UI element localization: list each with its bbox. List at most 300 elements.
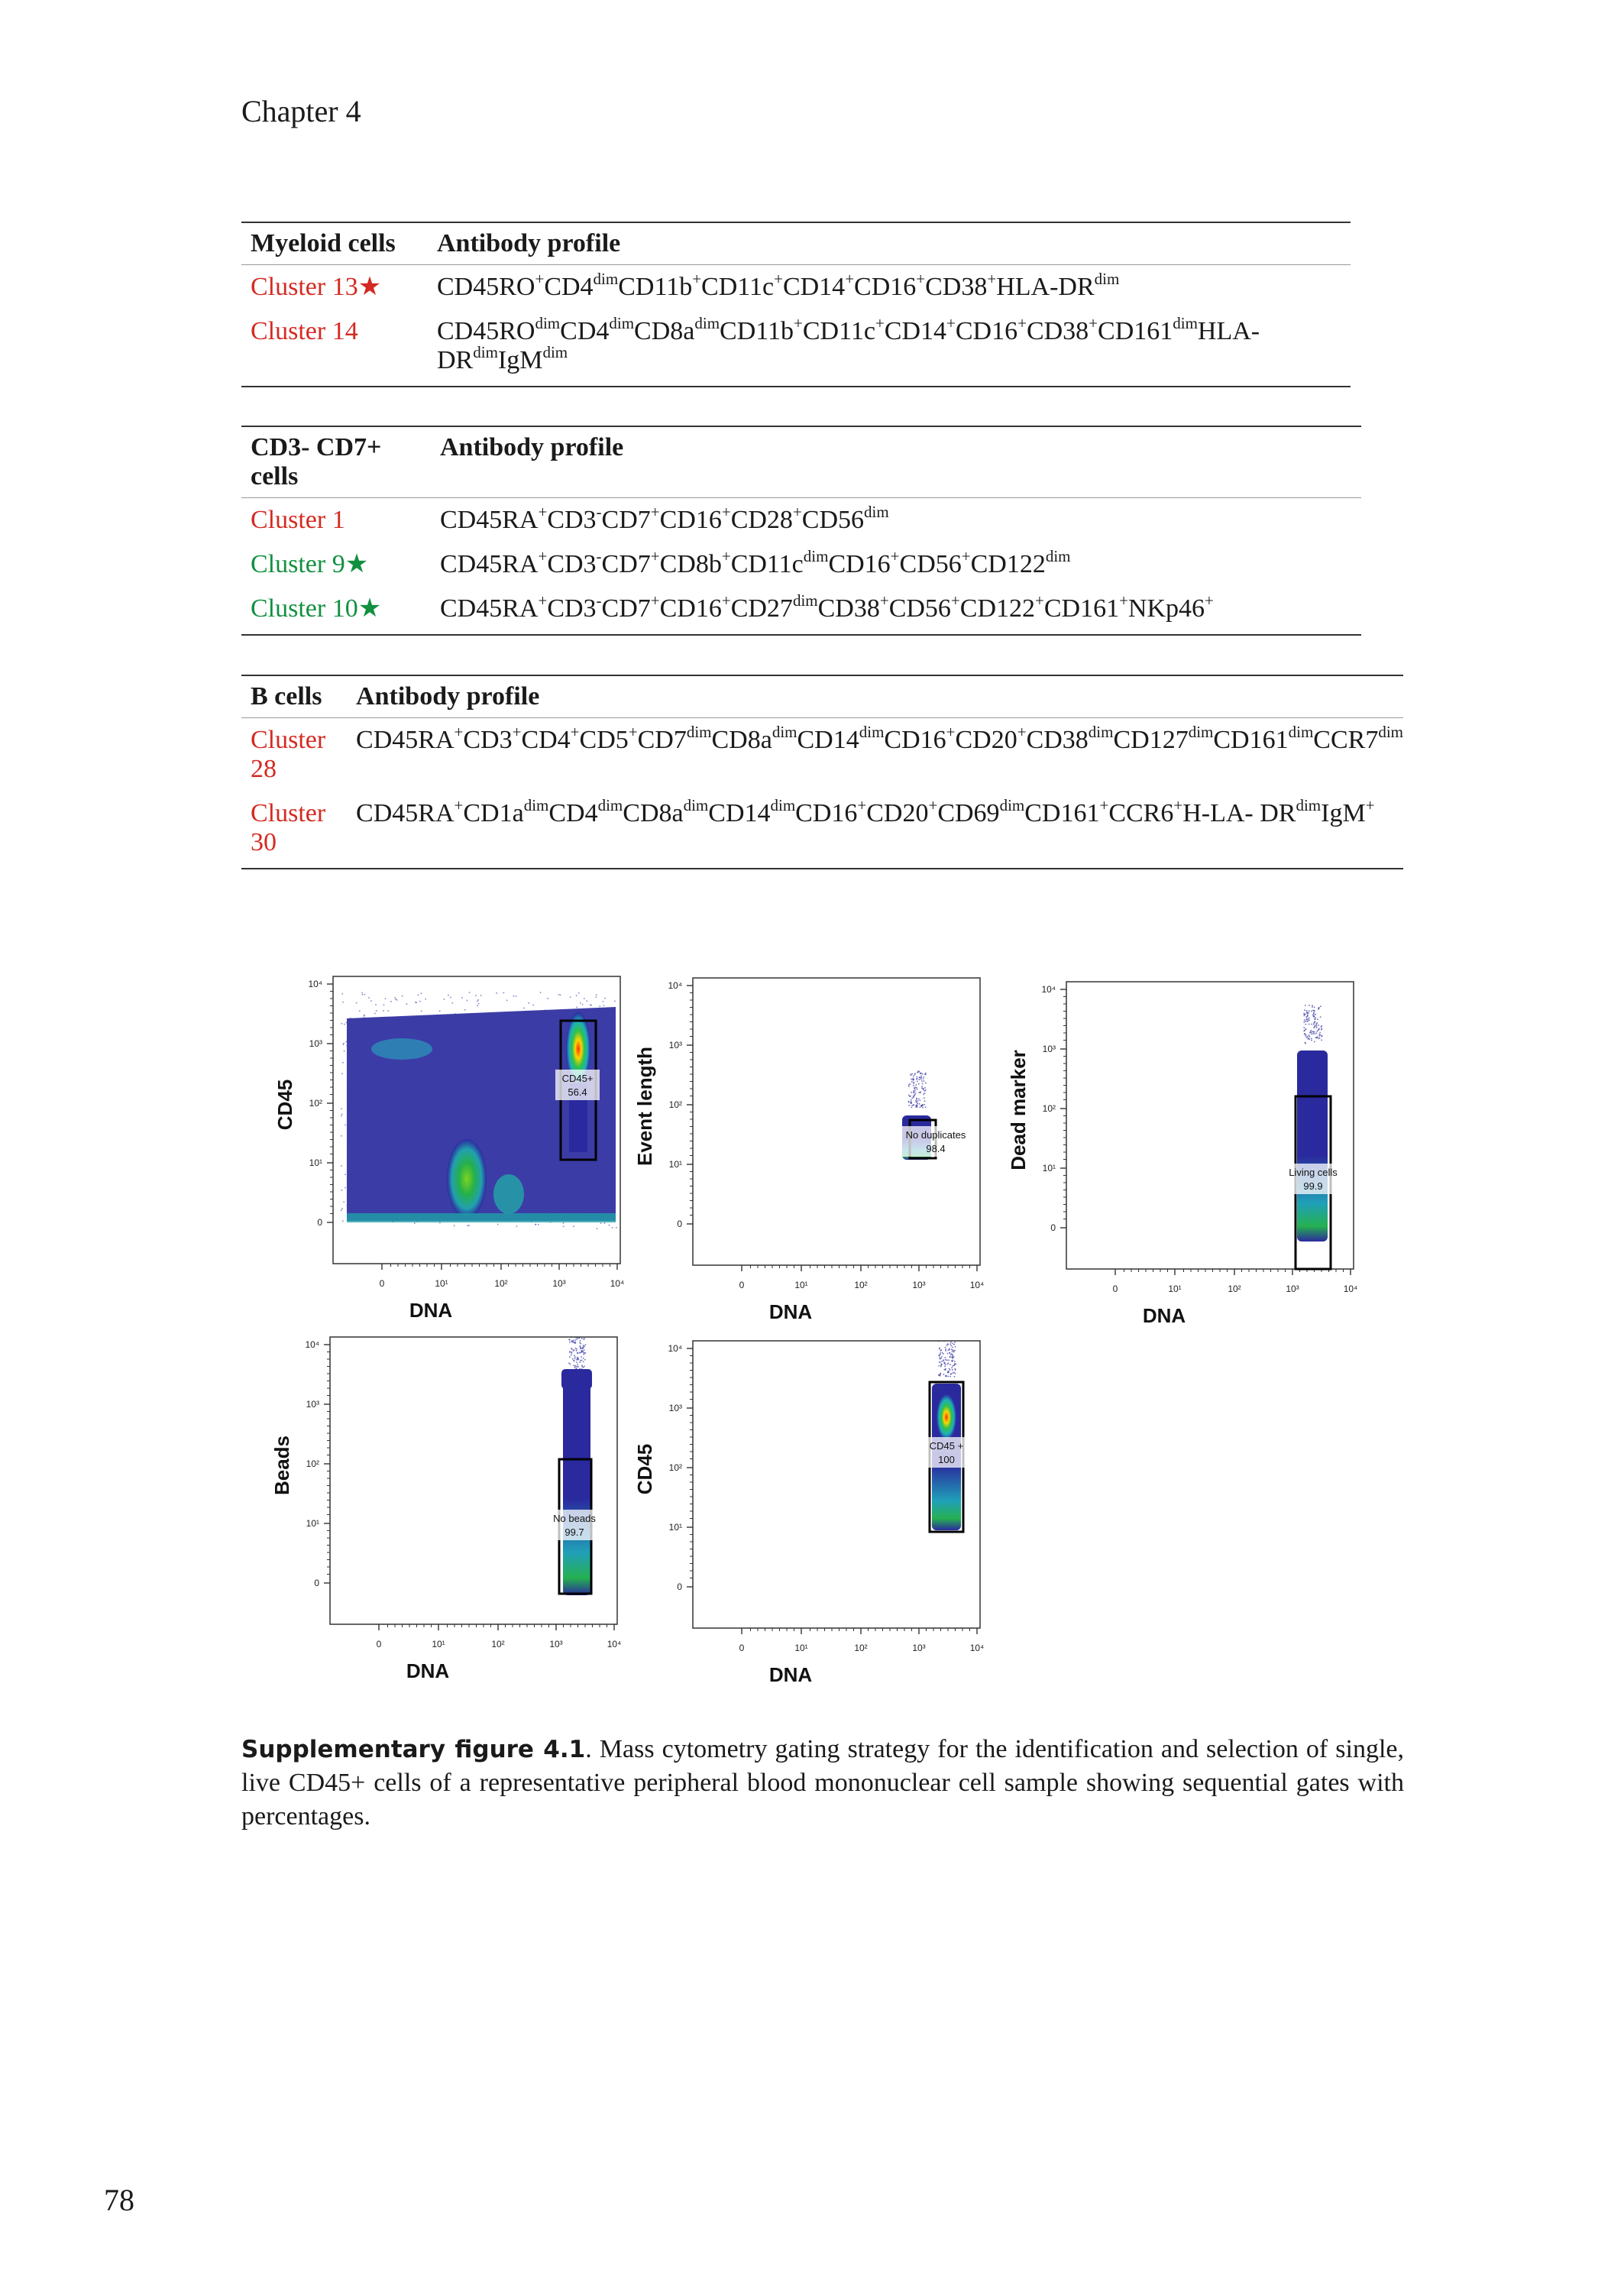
event-dot	[545, 1144, 546, 1145]
event-dot	[424, 1097, 425, 1099]
event-dot	[416, 1144, 417, 1146]
event-dot	[526, 1175, 528, 1177]
event-dot	[504, 1096, 506, 1097]
event-dot	[369, 1163, 370, 1164]
event-dot	[584, 1203, 585, 1204]
marker: CD16+	[659, 591, 731, 623]
event-dot	[491, 1087, 493, 1089]
event-dot	[950, 1343, 952, 1345]
event-dot	[529, 1170, 530, 1171]
event-dot	[550, 1089, 552, 1091]
event-dot	[584, 1359, 586, 1361]
scatter-density	[1297, 1005, 1328, 1242]
marker: CD11b+	[618, 270, 702, 301]
y-tick-label: 10³	[306, 1399, 319, 1410]
event-dot	[480, 1021, 482, 1022]
event-dot	[451, 1027, 453, 1028]
event-dot	[939, 1348, 940, 1349]
event-dot	[411, 1137, 412, 1138]
gate-name: No beads	[553, 1513, 596, 1524]
event-dot	[952, 1347, 953, 1348]
event-dot	[536, 1057, 538, 1059]
event-dot	[571, 1352, 573, 1353]
event-dot	[440, 1118, 442, 1120]
event-dot	[565, 1113, 566, 1115]
event-dot	[561, 1186, 563, 1187]
event-dot	[419, 1001, 421, 1002]
event-dot	[369, 1064, 370, 1066]
event-dot	[565, 1102, 567, 1104]
event-dot	[579, 1179, 581, 1180]
event-dot	[574, 1365, 575, 1367]
event-dot	[409, 1195, 411, 1196]
event-dot	[464, 1122, 465, 1124]
event-dot	[940, 1352, 941, 1354]
event-dot	[1314, 1011, 1315, 1012]
event-dot	[911, 1101, 912, 1102]
event-dot	[566, 1023, 568, 1025]
event-dot	[436, 1067, 438, 1068]
event-dot	[471, 1116, 472, 1118]
event-dot	[541, 1206, 542, 1208]
event-dot	[362, 1054, 364, 1055]
y-tick-label: 10¹	[306, 1518, 319, 1529]
marker: IgM+	[1321, 796, 1375, 827]
x-tick-label: 10²	[494, 1278, 508, 1289]
marker: IgM$^{dim}$	[497, 343, 568, 374]
cluster-name: Cluster 30	[241, 792, 347, 869]
event-dot	[1317, 1019, 1318, 1021]
event-dot	[532, 1067, 533, 1068]
marker: $CCR7^{dim}$	[1313, 723, 1403, 754]
event-dot	[418, 995, 419, 996]
event-dot	[580, 1152, 581, 1154]
event-dot	[511, 1141, 513, 1142]
event-dot	[435, 1041, 436, 1042]
event-dot	[576, 1350, 577, 1352]
event-dot	[942, 1352, 943, 1354]
event-dot	[437, 1114, 438, 1115]
event-dot	[536, 1135, 538, 1136]
event-dot	[383, 1112, 385, 1114]
event-dot	[439, 1011, 441, 1012]
event-dot	[1319, 1038, 1321, 1039]
event-dot	[524, 1044, 526, 1046]
event-dot	[490, 1186, 491, 1187]
event-dot	[508, 1132, 510, 1134]
event-dot	[497, 1224, 499, 1225]
event-dot	[923, 1088, 924, 1089]
event-dot	[911, 1105, 913, 1106]
event-dot	[527, 1144, 529, 1145]
event-dot	[1319, 1032, 1321, 1034]
event-dot	[603, 1057, 605, 1059]
event-dot	[921, 1087, 923, 1089]
event-dot	[421, 993, 422, 995]
event-dot	[603, 1178, 605, 1180]
event-dot	[545, 1015, 546, 1017]
event-dot	[1306, 1010, 1308, 1012]
event-dot	[577, 1364, 578, 1365]
event-dot	[924, 1073, 926, 1075]
event-dot	[952, 1354, 953, 1355]
event-dot	[511, 1163, 513, 1164]
event-dot	[398, 1125, 400, 1126]
event-dot	[915, 1093, 917, 1094]
event-dot	[581, 1352, 582, 1353]
event-dot	[342, 1221, 344, 1222]
event-dot	[948, 1350, 949, 1352]
marker: CD3+	[463, 723, 522, 754]
event-dot	[535, 1014, 536, 1015]
event-dot	[576, 995, 577, 996]
event-dot	[939, 1355, 940, 1357]
event-dot	[501, 1049, 503, 1050]
table-header-cell: Antibody profile	[428, 222, 1351, 265]
event-dot	[609, 1089, 610, 1091]
event-dot	[491, 1110, 493, 1112]
event-dot	[435, 1201, 436, 1203]
event-dot	[1311, 1024, 1312, 1025]
event-dot	[436, 1122, 438, 1123]
event-dot	[603, 1150, 604, 1151]
event-dot	[395, 1076, 396, 1078]
x-axis-label: DNA	[409, 1299, 453, 1322]
event-dot	[949, 1376, 951, 1377]
event-dot	[523, 1141, 525, 1143]
event-dot	[351, 1190, 352, 1191]
event-dot	[474, 1036, 475, 1038]
event-dot	[347, 1177, 348, 1179]
event-dot	[497, 1153, 498, 1154]
event-dot	[503, 1088, 505, 1089]
event-dot	[369, 1095, 370, 1096]
event-dot	[412, 1200, 413, 1202]
event-dot	[526, 1072, 527, 1073]
event-dot	[396, 1143, 397, 1144]
event-dot	[573, 1342, 574, 1343]
event-dot	[940, 1357, 941, 1358]
event-dot	[581, 1360, 583, 1361]
event-dot	[469, 992, 471, 993]
event-dot	[380, 1127, 382, 1128]
event-dot	[591, 1207, 593, 1209]
event-dot	[584, 1186, 586, 1187]
event-dot	[913, 1080, 914, 1081]
event-dot	[1316, 1033, 1318, 1034]
event-dot	[450, 997, 451, 999]
marker: CD16+	[955, 314, 1027, 345]
event-dot	[543, 1189, 545, 1190]
event-dot	[382, 1088, 383, 1089]
event-dot	[372, 1144, 374, 1146]
event-dot	[533, 1160, 535, 1161]
event-dot	[913, 1105, 914, 1106]
event-dot	[374, 1040, 376, 1041]
event-dot	[368, 1191, 370, 1193]
event-dot	[559, 1180, 561, 1181]
event-dot	[574, 1349, 575, 1351]
event-dot	[404, 1112, 406, 1113]
event-dot	[503, 1034, 504, 1035]
event-dot	[485, 1114, 487, 1115]
event-dot	[580, 1002, 581, 1004]
event-dot	[1318, 1025, 1319, 1026]
event-dot	[584, 1352, 585, 1354]
event-dot	[367, 1044, 369, 1045]
event-dot	[438, 1083, 440, 1084]
event-dot	[352, 1150, 354, 1151]
marker: CD20+	[955, 723, 1027, 754]
event-dot	[603, 1005, 605, 1007]
event-dot	[1311, 1011, 1312, 1012]
event-dot	[916, 1087, 917, 1089]
event-dot	[580, 1352, 581, 1354]
event-dot	[380, 1193, 381, 1195]
event-dot	[364, 994, 366, 995]
event-dot	[943, 1353, 944, 1355]
event-dot	[480, 1121, 481, 1122]
event-dot	[918, 1083, 920, 1085]
event-dot	[1312, 1015, 1314, 1016]
event-dot	[515, 1114, 516, 1115]
event-dot	[423, 1120, 425, 1122]
event-dot	[517, 1111, 519, 1112]
event-dot	[1307, 1015, 1309, 1017]
event-dot	[394, 997, 396, 999]
event-dot	[596, 996, 597, 998]
event-dot	[917, 1079, 918, 1080]
y-tick-label: 10³	[1042, 1044, 1056, 1054]
x-tick-label: 10²	[491, 1639, 505, 1649]
event-dot	[364, 1018, 366, 1019]
event-dot	[580, 1346, 581, 1348]
event-dot	[366, 1142, 367, 1144]
event-dot	[570, 996, 571, 998]
event-dot	[521, 1032, 522, 1034]
event-dot	[461, 1042, 462, 1044]
event-dot	[1311, 1038, 1312, 1040]
event-dot	[489, 1021, 490, 1023]
event-dot	[924, 1097, 925, 1099]
event-dot	[558, 1148, 560, 1150]
event-dot	[535, 1224, 537, 1225]
event-dot	[381, 1083, 383, 1085]
marker: $CD1a^{dim}$	[463, 796, 549, 827]
event-dot	[534, 1174, 535, 1176]
event-dot	[953, 1352, 955, 1353]
event-dot	[953, 1365, 955, 1366]
figure-caption	[241, 1733, 1404, 1834]
event-dot	[528, 1172, 529, 1174]
event-dot	[919, 1071, 920, 1073]
event-dot	[529, 1142, 530, 1144]
event-dot	[1321, 1026, 1322, 1028]
event-dot	[600, 1078, 601, 1080]
event-dot	[514, 1126, 516, 1128]
marker: CD16+	[854, 270, 926, 301]
event-dot	[610, 1161, 612, 1162]
y-axis-label: Event length	[633, 1046, 656, 1167]
event-dot	[917, 1106, 918, 1108]
event-dot	[918, 1099, 920, 1100]
event-dot	[609, 1225, 610, 1226]
event-dot	[383, 1109, 385, 1111]
event-dot	[341, 1135, 342, 1137]
event-dot	[446, 1070, 448, 1071]
event-dot	[467, 1015, 468, 1017]
x-tick-label: 10¹	[432, 1639, 445, 1649]
event-dot	[483, 1141, 484, 1142]
event-dot	[519, 1128, 521, 1130]
event-dot	[517, 1058, 519, 1060]
event-dot	[564, 1048, 565, 1050]
event-dot	[603, 1001, 604, 1002]
event-dot	[551, 1059, 552, 1060]
event-dot	[952, 1361, 953, 1362]
event-dot	[601, 1157, 603, 1159]
event-dot	[598, 1124, 600, 1125]
event-dot	[498, 1142, 500, 1144]
event-dot	[941, 1361, 943, 1362]
event-dot	[483, 1083, 484, 1084]
marker: HLA-$DR^{dim}$	[437, 317, 1260, 374]
event-dot	[945, 1364, 946, 1365]
event-dot	[552, 1169, 554, 1170]
event-dot	[565, 1067, 566, 1069]
gate-name: CD45+	[561, 1073, 594, 1084]
event-dot	[1313, 1028, 1315, 1029]
event-dot	[591, 1153, 593, 1154]
event-dot	[413, 1130, 415, 1131]
event-dot	[364, 1070, 366, 1071]
event-dot	[593, 1165, 594, 1167]
event-dot	[574, 1355, 575, 1356]
event-dot	[610, 1018, 612, 1020]
event-dot	[383, 1010, 384, 1012]
event-dot	[1309, 1032, 1311, 1034]
event-dot	[447, 1041, 448, 1042]
cell-population	[1297, 1050, 1328, 1242]
event-dot	[442, 1166, 444, 1167]
cell-population	[371, 1038, 432, 1060]
marker: CD7+	[601, 591, 660, 623]
event-dot	[467, 1063, 468, 1065]
marker: CD16+	[884, 723, 956, 754]
event-dot	[910, 1083, 911, 1085]
page-number: 78	[104, 2183, 134, 2217]
event-dot	[398, 1080, 400, 1082]
event-dot	[536, 1069, 538, 1070]
marker: CD45RA+	[440, 591, 548, 623]
event-dot	[354, 1126, 355, 1128]
event-dot	[486, 1212, 487, 1213]
cell-population	[447, 1139, 487, 1219]
event-dot	[914, 1095, 915, 1096]
event-dot	[363, 1042, 364, 1044]
event-dot	[502, 1075, 503, 1076]
event-dot	[383, 1186, 384, 1187]
event-dot	[421, 1036, 422, 1038]
event-dot	[1318, 1035, 1320, 1037]
event-dot	[510, 1122, 511, 1124]
marker: CD11c+	[701, 270, 783, 301]
event-dot	[358, 1157, 360, 1159]
event-dot	[576, 1205, 577, 1206]
event-dot	[1312, 1005, 1313, 1006]
y-tick-label: 10¹	[309, 1157, 322, 1168]
event-dot	[521, 1174, 522, 1176]
marker: CD45RA+	[356, 796, 464, 827]
event-dot	[603, 1196, 604, 1198]
marker: CD16+	[828, 547, 900, 578]
event-dot	[435, 1114, 437, 1115]
event-dot	[610, 1145, 612, 1147]
event-dot	[579, 1342, 581, 1344]
event-dot	[558, 1144, 560, 1145]
event-dot	[428, 1116, 429, 1118]
event-dot	[525, 1167, 526, 1169]
event-dot	[516, 1013, 518, 1015]
event-dot	[612, 1182, 613, 1183]
event-dot	[372, 1032, 374, 1034]
event-dot	[1309, 1020, 1310, 1021]
event-dot	[364, 1064, 366, 1066]
event-dot	[497, 1163, 498, 1164]
event-dot	[396, 1163, 398, 1164]
event-dot	[435, 1087, 437, 1089]
marker: HLA-$DR^{dim}$	[996, 270, 1120, 301]
event-dot	[363, 1191, 364, 1193]
event-dot	[924, 1100, 926, 1102]
event-dot	[600, 1198, 601, 1199]
event-dot	[432, 1170, 433, 1171]
gate-percentage: 99.9	[1303, 1180, 1323, 1192]
caption-text: . Mass cytometry gating strategy for the identification and selection of single, live CD45+ cells of a representative peripheral blood mononuclear cell sample showing sequential gates with percentages.	[241, 1735, 1405, 1831]
x-tick-label: 10³	[549, 1639, 563, 1649]
event-dot	[552, 1152, 554, 1154]
event-dot	[447, 1152, 448, 1154]
event-dot	[444, 1203, 445, 1205]
event-dot	[393, 1023, 395, 1025]
marker: $CD7^{dim}$	[637, 723, 712, 754]
event-dot	[341, 1023, 343, 1025]
event-dot	[353, 1137, 354, 1138]
event-dot	[913, 1076, 914, 1077]
plot-frame	[693, 978, 980, 1265]
event-dot	[1316, 1027, 1318, 1028]
event-dot	[455, 1067, 456, 1068]
event-dot	[536, 1177, 538, 1178]
marker: $CD4^{dim}$	[548, 796, 623, 827]
event-dot	[480, 1067, 481, 1069]
event-dot	[358, 1084, 360, 1086]
gate-percentage: 56.4	[568, 1086, 587, 1098]
event-dot	[539, 1139, 541, 1141]
event-dot	[616, 1227, 617, 1229]
event-dot	[909, 1105, 911, 1106]
event-dot	[1303, 1013, 1305, 1015]
event-dot	[441, 1157, 442, 1159]
event-dot	[344, 1024, 345, 1025]
event-dot	[1304, 1027, 1305, 1028]
event-dot	[911, 1107, 913, 1109]
event-dot	[1304, 1021, 1305, 1023]
event-dot	[1314, 1031, 1315, 1033]
event-dot	[446, 1039, 448, 1041]
event-dot	[538, 1224, 539, 1225]
event-dot	[560, 1174, 561, 1176]
